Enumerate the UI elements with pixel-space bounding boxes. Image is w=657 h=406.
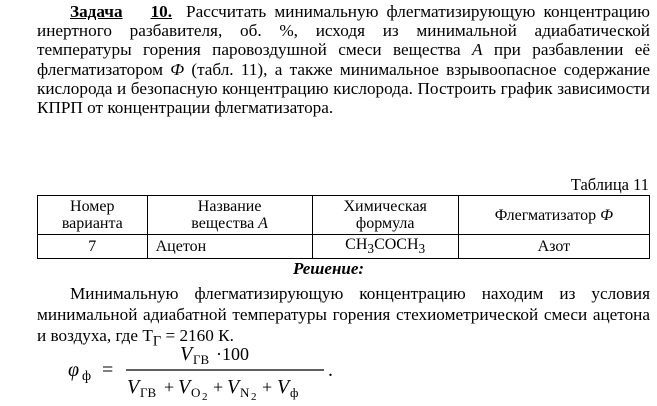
variant-table bbox=[37, 195, 650, 259]
cell-variant: 7 bbox=[38, 235, 148, 259]
header-phlegmatizer bbox=[458, 196, 649, 235]
den-term-3-sub: N bbox=[240, 385, 250, 400]
header-name-line1: Название bbox=[197, 198, 262, 215]
formula-equals: = bbox=[102, 359, 114, 381]
den-plus-2: + bbox=[213, 377, 224, 397]
den-term-1-var: V bbox=[127, 376, 140, 398]
substance-variable: А bbox=[471, 40, 483, 60]
cell-substance-name: Ацетон bbox=[147, 235, 312, 259]
table-header-row bbox=[38, 196, 650, 235]
formula-part-ch: CH bbox=[345, 236, 368, 253]
phlegmatizer-variable: Ф bbox=[170, 59, 185, 79]
numerator-var: V bbox=[180, 343, 193, 365]
formula-end-period: . bbox=[328, 359, 333, 381]
den-term-4-sub: ф bbox=[290, 385, 299, 400]
cell-chemical-formula bbox=[312, 235, 458, 259]
header-formula-line1: Химическая bbox=[343, 198, 427, 215]
cell-phlegmatizer: Азот bbox=[458, 235, 649, 259]
den-term-1-sub: ГВ bbox=[140, 385, 157, 400]
temperature-subscript: Г bbox=[152, 333, 162, 350]
phlegmatizing-concentration-formula bbox=[60, 338, 390, 402]
header-name-line2: вещества bbox=[191, 215, 259, 232]
task-number: 10. bbox=[150, 2, 173, 21]
den-plus-3: + bbox=[262, 377, 273, 397]
temperature-value: = 2160 К. bbox=[161, 326, 234, 345]
header-chemical-formula bbox=[312, 196, 458, 235]
den-term-3-sub2: 2 bbox=[251, 391, 257, 403]
den-term-2-sub2: 2 bbox=[202, 391, 208, 403]
table-row bbox=[38, 235, 650, 259]
header-variant-line2: варианта bbox=[61, 215, 123, 232]
numerator-sub: ГВ bbox=[193, 352, 210, 367]
task-text: Рассчитать минимальную флегматизирующую концентрацию инертного разбавителя, об. %, исходя из минимальной адиабатической температуры горения паровоздушной смеси вещества bbox=[37, 2, 650, 60]
header-phlegmatizer-text: Флегматизатор bbox=[494, 206, 601, 224]
table-caption: Таблица 11 bbox=[570, 175, 649, 194]
header-phlegmatizer-var: Ф bbox=[600, 206, 613, 224]
den-term-2-sub: O bbox=[191, 385, 201, 400]
header-name-var: А bbox=[258, 215, 268, 232]
formula-lhs: φ bbox=[68, 359, 80, 381]
header-variant bbox=[38, 196, 148, 235]
formula-sub-3a: 3 bbox=[367, 241, 375, 257]
den-plus-1: + bbox=[164, 377, 175, 397]
header-variant-line1: Номер bbox=[70, 198, 115, 215]
solution-text-body: Минимальную флегматизирующую концентрацию находим из условия минимальной адиабатной температуры горения стехиометрической смеси ацетона и воздуха, где Т bbox=[37, 284, 650, 345]
formula-part-coch: COCH bbox=[374, 236, 419, 253]
den-term-4-var: V bbox=[277, 376, 290, 398]
header-substance-name bbox=[147, 196, 312, 235]
den-term-3-var: V bbox=[227, 376, 240, 398]
den-term-2-var: V bbox=[178, 376, 191, 398]
formula-lhs-sub: ф bbox=[82, 369, 92, 384]
formula-sub-3b: 3 bbox=[418, 241, 426, 257]
numerator-rest: ·100 bbox=[216, 344, 249, 364]
solution-heading: Решение: bbox=[292, 259, 365, 278]
task-label: Задача bbox=[70, 2, 123, 21]
header-formula-line2: формула bbox=[355, 215, 415, 232]
task-statement bbox=[37, 2, 650, 117]
task-text-3: (табл. 11), а также минимальное взрывоопасное содержание кислорода и безопасную концентрацию кислорода. Построить график зависимости КПРП от концентрации флегматизатора. bbox=[37, 59, 650, 118]
task-text-2: при разбавлении её флегматизатором bbox=[37, 40, 650, 79]
